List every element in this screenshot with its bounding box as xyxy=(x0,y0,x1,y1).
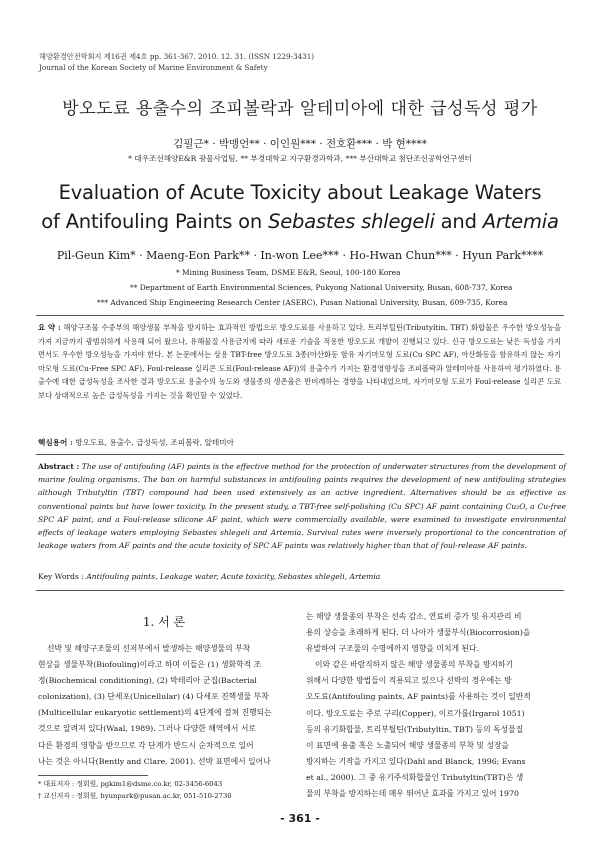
english-title-species1: Sebastes shlegeli xyxy=(268,210,435,233)
right-line-7: 이다. 방오도료는 주로 구리(Copper), 이르가롤(Irgarol 1051) xyxy=(306,708,525,718)
korean-affiliations: * 대우조선해양E&R 광물사업팀, ** 부경대학교 지구환경과학과, *** 부산대학교 첨단조선공학연구센터 xyxy=(128,154,472,163)
korean-abstract xyxy=(38,321,561,403)
top-divider xyxy=(36,315,564,316)
right-line-9: 이 표면에 용출 혹은 노출되어 해양 생물종의 부착 및 성장을 xyxy=(306,740,510,750)
middle-divider xyxy=(36,454,564,455)
english-abstract-text: The use of antifouling (AF) paints is the effective method for the protection of underwater structures from the development of marine fouling organisms. The ban on harmful substances in antifouling paints requires the development of new antifouling strategies although Tributyltin (TBT) compound had been used extensively as an active ingredient. Alternatives should be as effective as conventional paints but have lower toxicity. In the present study, a TBT-free self-polishing (Cu SPC) AF paint containing Cu₂O, a Cu-free SPC AF paint, and a Foul-release silicone AF paint, which were commercially available, were examined to investigate environmental effects of leakage waters employing Sebastes shlegeli and Artemia. Survival rates were inversely proportional to the concentration of leakage waters from AF paints and the acute toxicity of SPC AF paints was relatively higher than that of foul-release AF paints. xyxy=(38,462,567,551)
english-title-line1: Evaluation of Acute Toxicity about Leakage Waters xyxy=(58,181,542,204)
english-title-and: and xyxy=(434,210,483,233)
left-column xyxy=(38,641,292,770)
footnote-1: * 대표저자 : 정회원, pgkim1@dsme.co.kr, 02-3456-6043 xyxy=(38,780,223,788)
english-title xyxy=(0,178,600,236)
right-line-4: 이와 같은 바람직하지 않은 해양 생물종의 부착을 방지하기 xyxy=(315,660,514,670)
right-column xyxy=(306,609,562,802)
right-line-12: 물의 부착을 방지하는데 매우 뛰어난 효과를 가지고 있어 1970 xyxy=(306,789,519,799)
korean-keywords-label: 핵심용어 : xyxy=(38,438,73,447)
affiliation-2: ** Department of Earth Environmental Sciences, Pukyong National University, Busan, 608-737, Korea xyxy=(130,283,513,292)
left-line-1: 선박 및 해양구조물의 선저부에서 발생하는 해양생물의 부착 xyxy=(47,644,251,653)
right-line-2: 용의 상승을 초래하게 된다. 더 나아가 생물부식(Biocorrosion)을 xyxy=(306,628,531,638)
korean-abstract-label: 요 약 : xyxy=(38,323,61,332)
footnote-divider xyxy=(38,775,148,776)
right-line-11: et al., 2000). 그 중 유기주석화합물인 Tributyltin(TBT)은 생 xyxy=(306,772,524,782)
bottom-divider xyxy=(36,590,564,591)
left-line-5: (Multicellular eukaryotic settlement)의 4단계에 걸쳐 진행되는 xyxy=(38,708,272,718)
english-abstract-label: Abstract : xyxy=(38,462,80,471)
english-title-line2 xyxy=(0,207,600,236)
left-line-3: 정(Biochemical conditioning), (2) 박테리아 군집(Bacterial xyxy=(38,676,257,686)
english-keywords-label: Key Words : xyxy=(38,572,84,581)
korean-abstract-text: 해양구조물 수중부의 해양생물 부착을 방지하는 효과적인 방법으로 방오도료를 사용하고 있다. 트리부틸틴(Tributyltin, TBT) 화합물은 우수한 방오성능을 가져 지금까지 광범위하게 사용해 되어 왔으나, 유해물질 사용금지에 따라 새로운 기술을 적용한 방오도료 개발이 진행되고 있다. 신규 방오도료는 낮은 독성을 가지면서도 우수한 방오성능을 가져야 한다. 본 논문에서는 상용 TBT-free 방오도료 3종(아산화동 함유 자기마모형 도료(Cu SPC AF), 아산화동을 함유하지 않는 자기마모형 도료(Cu-Free SPC AF), Foul-release 실리콘 도료(Foul-release AF))의 용출수가 가지는 환경영향성을 조피볼락과 알테미아를 사용하여 평가하였다. 용출수에 대한 급성독성을 조사한 결과 방오도료 용출수의 농도와 생물종의 생존율은 반비례하는 경향을 나타내었으며, 자기마모형 도료가 Foul-release 실리콘 도료보다 상대적으로 높은 급성독성을 가지는 것을 확인할 수 있었다. xyxy=(38,323,561,400)
footnote-2: † 교신저자 : 정회원, hyunpark@pusan.ac.kr, 051-510-2730 xyxy=(38,792,232,800)
english-authors: Pil-Geun Kim* · Maeng-Eon Park** · In-won Lee*** · Ho-Hwan Chun*** · Hyun Park**** xyxy=(56,249,544,262)
right-line-3: 유발하여 구조물의 수명에까지 영향을 미치게 된다. xyxy=(306,644,480,654)
right-line-8: 등의 유기화합물, 트리부틸틴(Tributyltin, TBT) 등의 독성물질 xyxy=(306,724,524,734)
left-line-6: 것으로 알려져 있다(Waal, 1989). 그러나 다양한 해역에서 서로 xyxy=(38,724,256,734)
section-heading: 1. 서 론 xyxy=(142,615,186,629)
right-line-1: 는 해양 생물종의 부착은 선속 감소, 연료비 증가 및 유지관리 비 xyxy=(306,612,522,621)
korean-title: 방오도료 용출수의 조피볼락과 알테미아에 대한 급성독성 평가 xyxy=(62,99,538,119)
english-abstract xyxy=(38,460,566,552)
right-line-5: 위해서 다양한 방법들이 적용되고 있으나 선박의 경우에는 방 xyxy=(306,676,512,686)
journal-header-line2: Journal of the Korean Society of Marine Environment & Safety xyxy=(39,63,268,72)
right-line-10: 방지하는 기작을 가지고 있다(Dahl and Blanck, 1996; Evans xyxy=(306,756,526,766)
english-title-prefix: of Antifouling Paints on xyxy=(41,210,269,233)
left-line-2: 현상을 생물부착(Biofouling)이라고 하며 이들은 (1) 생화학적 조 xyxy=(38,660,262,670)
korean-keywords xyxy=(38,437,234,448)
korean-authors: 김필근* · 박맹언** · 이인원*** · 전호환*** · 박 현**** xyxy=(173,138,427,150)
left-line-8: 나는 것은 아니다(Bently and Clare, 2001). 선박 표면에서 일어나 xyxy=(38,756,271,766)
footnotes xyxy=(38,778,232,802)
left-line-4: colonization), (3) 단세포(Unicellular) (4) 다세포 진핵생물 부착 xyxy=(38,692,269,702)
left-line-7: 다른 환경의 영향을 받으므로 각 단계가 반드시 순차적으로 일어 xyxy=(38,740,254,750)
english-keywords-text: Antifouling paints, Leakage water, Acute toxicity, Sebastes shlegeli, Artemia xyxy=(86,572,381,581)
affiliation-3: *** Advanced Ship Engineering Research Center (ASERC), Pusan National University, Busan, 609-735, Korea xyxy=(97,298,508,307)
affiliation-1: * Mining Business Team, DSME E&R, Seoul, 100-180 Korea xyxy=(176,268,401,277)
journal-header-line1: 해양환경안전학회지 제16권 제4호 pp. 361-367, 2010. 12. 31. (ISSN 1229-3431) xyxy=(39,52,315,61)
right-line-6: 오도료(Antifouling paints, AF paints)를 사용하는 것이 일반적 xyxy=(306,692,531,702)
english-keywords xyxy=(38,572,380,581)
page-number: - 361 - xyxy=(280,812,320,825)
korean-keywords-text: 방오도료, 용출수, 급성독성, 조피볼락, 알테미아 xyxy=(75,438,234,447)
english-title-species2: Artemia xyxy=(482,210,559,233)
